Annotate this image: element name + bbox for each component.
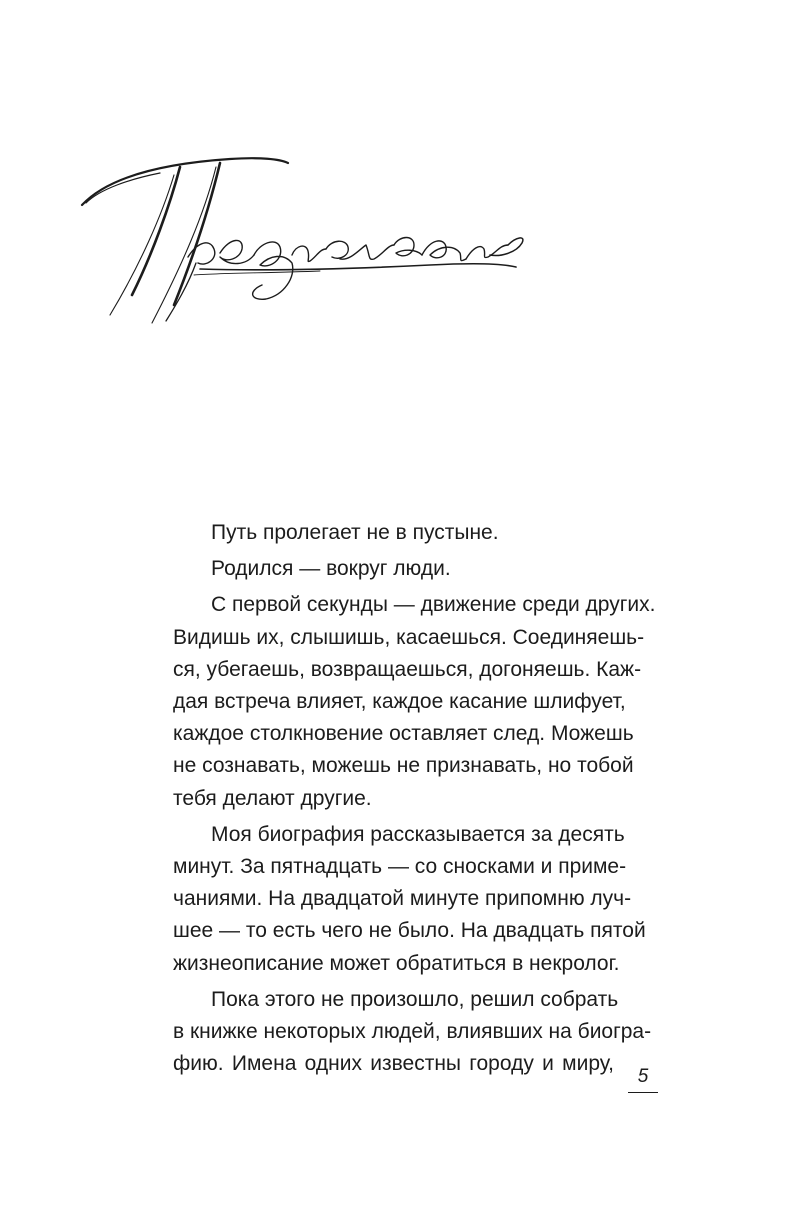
paragraph <box>135 553 614 585</box>
text-line: минут. За пятнадцать — со сносками и приме- <box>173 855 627 879</box>
preface-body <box>135 517 656 1084</box>
text-line: дая встреча влияет, каждое касание шлифует, <box>173 690 626 714</box>
chapter-title <box>70 145 530 335</box>
paragraph <box>135 984 652 1081</box>
paragraph <box>135 589 656 814</box>
text-line: шее — то есть чего не было. На двадцать пятой <box>173 919 646 943</box>
text-line: Путь пролегает не в пустыне. <box>211 521 499 544</box>
text-line: чаниями. На двадцатой минуте припомню луч- <box>173 887 632 911</box>
paragraph <box>135 819 646 980</box>
text-line: Родился — вокруг люди. <box>211 557 451 581</box>
text-line: Моя биография рассказывается за десять <box>211 822 625 846</box>
text-line: жизнеописание может обратиться в некролог. <box>173 951 620 975</box>
text-line: С первой секунды — движение среди других. <box>211 593 656 617</box>
text-line: тебя делают другие. <box>173 786 372 810</box>
page-number-rule <box>628 1092 658 1093</box>
text-line: не сознавать, можешь не признавать, но тобой <box>173 754 634 778</box>
text-line: Видишь их, слышишь, касаешься. Соединяешь- <box>173 625 645 649</box>
page-number: 5 <box>637 1066 649 1087</box>
text-line: каждое столкновение оставляет след. Можешь <box>173 722 634 746</box>
text-line: фию. Имена одних известны городу и миру, <box>173 1052 614 1076</box>
text-line: в книжке некоторых людей, влиявших на биогра- <box>173 1020 652 1044</box>
calligraphic-title-art <box>70 145 530 335</box>
text-line: ся, убегаешь, возвращаешься, догоняешь. Каж- <box>173 657 642 681</box>
paragraph <box>135 517 614 549</box>
text-line: Пока этого не произошло, решил собрать <box>211 987 619 1011</box>
